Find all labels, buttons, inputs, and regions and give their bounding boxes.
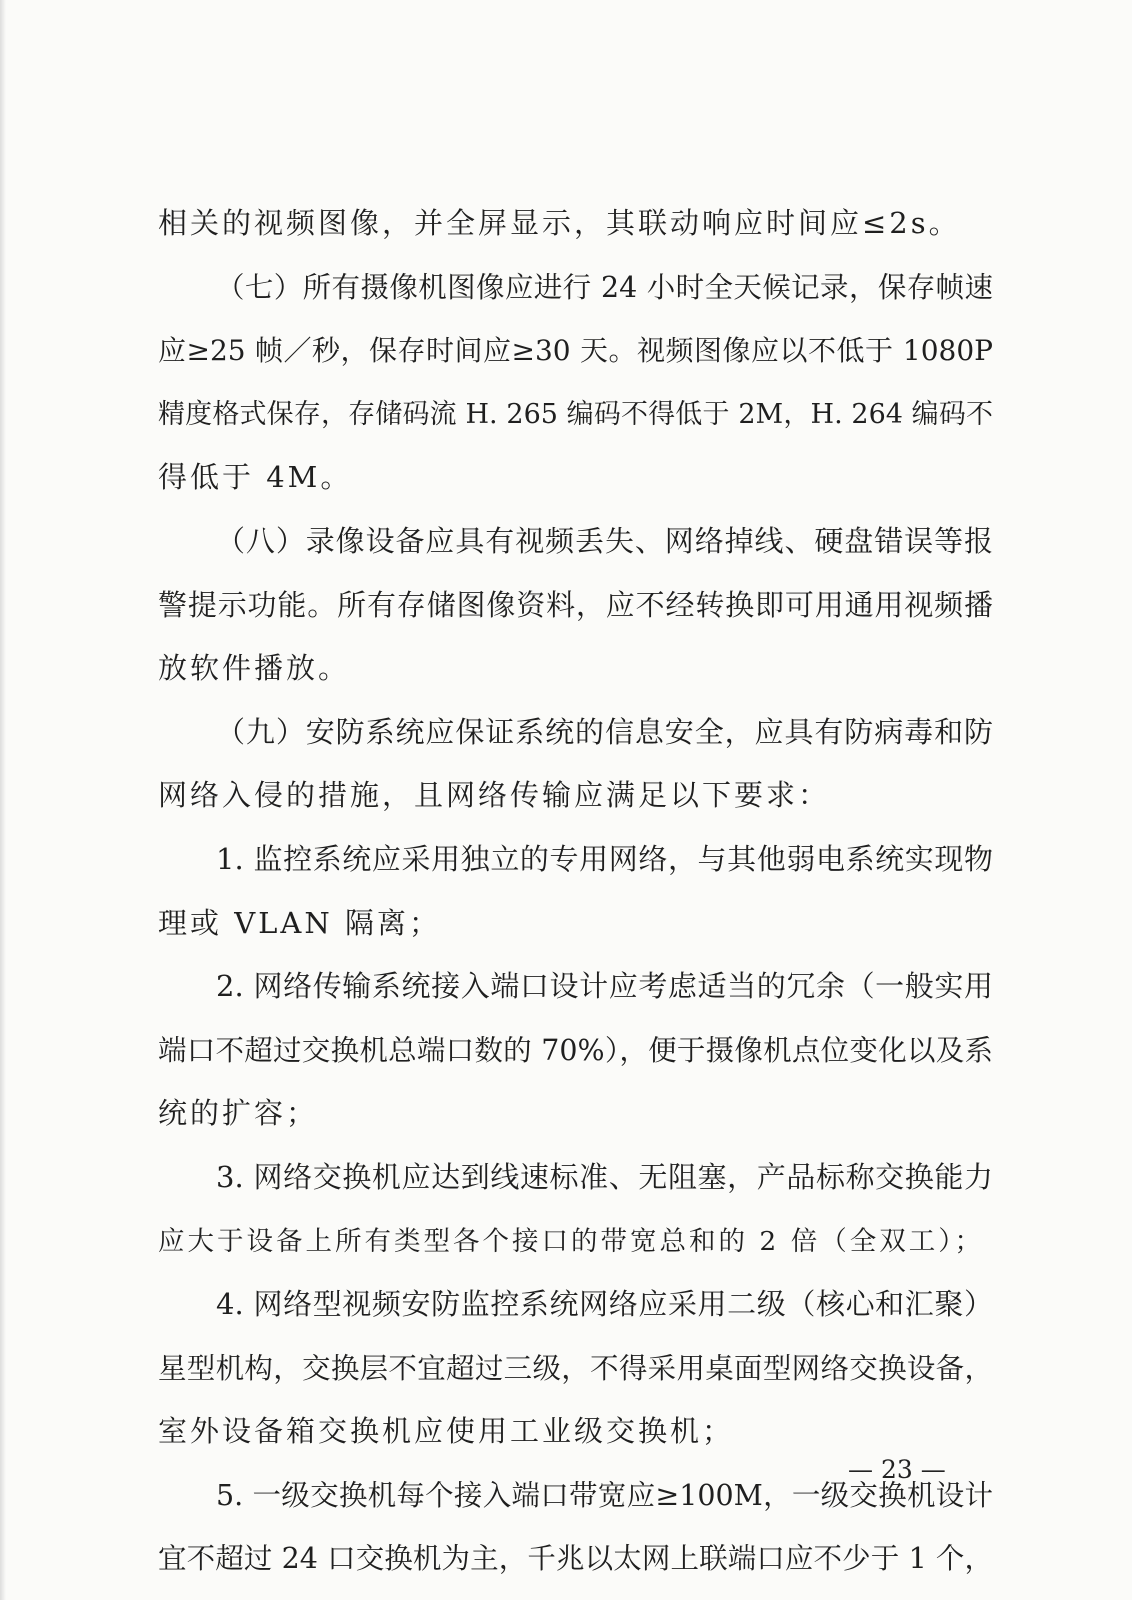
text-line: 相关的视频图像，并全屏显示，其联动响应时间应≤2s。 bbox=[158, 206, 961, 240]
page-edge-shadow bbox=[0, 0, 6, 1600]
text-line: 网络入侵的措施，且网络传输应满足以下要求： bbox=[158, 778, 831, 813]
text-line: 应≥25 帧／秒，保存时间应≥30 天。视频图像应以不低于 1080P bbox=[158, 334, 993, 368]
text-line: 3. 网络交换机应达到线速标准、无阻塞，产品标称交换能力 bbox=[216, 1159, 993, 1194]
text-line: 警提示功能。所有存储图像资料，应不经转换即可用通用视频播 bbox=[158, 587, 993, 622]
text-line: 理或 VLAN 隔离； bbox=[158, 905, 441, 940]
text-line: 精度格式保存，存储码流 H. 265 编码不得低于 2M，H. 264 编码不 bbox=[158, 398, 993, 430]
text-line: 1. 监控系统应采用独立的专用网络，与其他弱电系统实现物 bbox=[216, 841, 993, 876]
text-line: 室外设备箱交换机应使用工业级交换机； bbox=[158, 1414, 735, 1449]
text-line: 应大于设备上所有类型各个接口的带宽总和的 2 倍（全双工）； bbox=[158, 1225, 984, 1257]
text-line: 星型机构，交换层不宜超过三级，不得采用桌面型网络交换设备， bbox=[158, 1351, 993, 1385]
text-line: 4. 网络型视频安防监控系统网络应采用二级（核心和汇聚） bbox=[216, 1287, 993, 1322]
text-line: 宜不超过 24 口交换机为主，千兆以太网上联端口应不少于 1 个， bbox=[158, 1542, 993, 1576]
text-line: （七）所有摄像机图像应进行 24 小时全天候记录，保存帧速 bbox=[216, 270, 993, 304]
document-body bbox=[158, 192, 993, 1591]
text-line: 得低于 4M。 bbox=[158, 460, 353, 495]
text-line: 放软件播放。 bbox=[158, 651, 351, 686]
text-line: （九）安防系统应保证系统的信息安全，应具有防病毒和防 bbox=[216, 714, 993, 749]
page-number: — 23 — bbox=[848, 1455, 946, 1484]
text-line: （八）录像设备应具有视频丢失、网络掉线、硬盘错误等报 bbox=[216, 523, 993, 558]
text-line: 2. 网络传输系统接入端口设计应考虑适当的冗余（一般实用 bbox=[216, 969, 993, 1004]
text-line: 统的扩容； bbox=[158, 1096, 319, 1131]
text-line: 5. 一级交换机每个接入端口带宽应≥100M，一级交换机设计 bbox=[216, 1478, 993, 1512]
text-line: 端口不超过交换机总端口数的 70%），便于摄像机点位变化以及系 bbox=[158, 1033, 993, 1067]
